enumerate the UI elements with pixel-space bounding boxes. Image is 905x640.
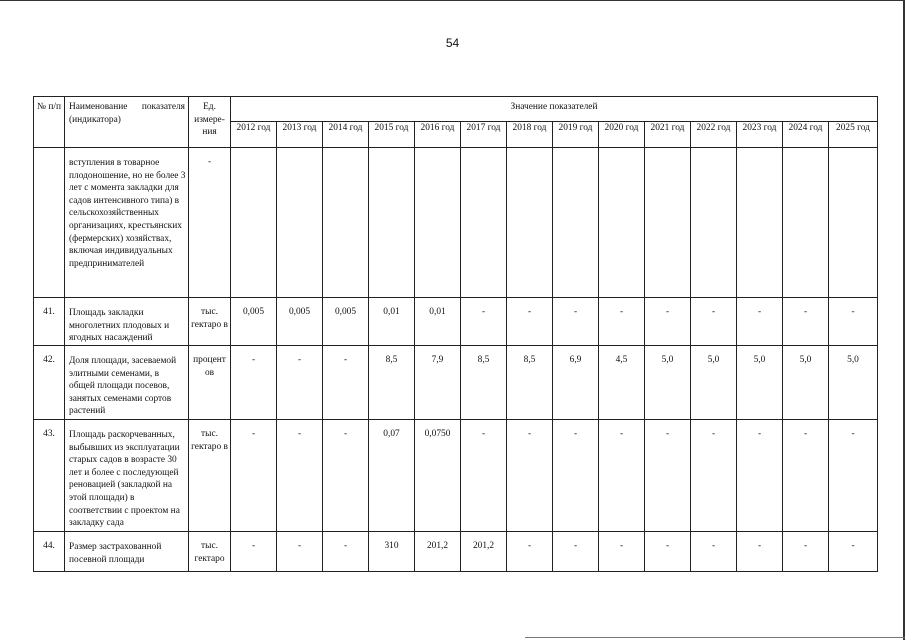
value-cell: - — [783, 420, 829, 532]
value-cell: - — [507, 298, 553, 346]
value-cell: - — [829, 532, 878, 572]
year-header: 2014 год — [323, 122, 369, 148]
value-cell: 0,005 — [323, 298, 369, 346]
value-cell — [737, 148, 783, 298]
value-cell: 8,5 — [461, 346, 507, 420]
table-row — [34, 420, 878, 532]
value-cell: - — [691, 298, 737, 346]
value-cell: - — [829, 298, 878, 346]
value-cell: - — [599, 420, 645, 532]
value-cell: 7,9 — [415, 346, 461, 420]
unit-cell: тыс. гектаро — [189, 532, 231, 572]
year-header: 2024 год — [783, 122, 829, 148]
value-cell: - — [231, 346, 277, 420]
value-cell: - — [277, 532, 323, 572]
value-cell: - — [691, 420, 737, 532]
value-cell: - — [461, 420, 507, 532]
value-cell: 0,01 — [369, 298, 415, 346]
value-cell: - — [277, 346, 323, 420]
table-row — [34, 346, 878, 420]
value-cell: 8,5 — [507, 346, 553, 420]
indicator-name: вступления в товарное плодоношение, но не более 3 лет с момента закладки для садов интенсивного типа) в сельскохозяйственных организациях, крестьянских (фермерских) хозяйствах, включая индивидуальных предпринимателей — [65, 148, 189, 298]
value-cell — [277, 148, 323, 298]
value-cell: 0,005 — [277, 298, 323, 346]
value-cell — [369, 148, 415, 298]
value-cell: - — [691, 532, 737, 572]
table-row — [34, 532, 878, 572]
table-row — [34, 148, 878, 298]
header-num: № п/п — [34, 97, 65, 148]
indicator-name: Площадь раскорчеванных, выбывших из эксплуатации старых садов в возрасте 30 лет и более с последующей реновацией (закладкой на этой площади) в соответствии с проектом на закладку сада — [65, 420, 189, 532]
value-cell: - — [553, 420, 599, 532]
value-cell: 5,0 — [691, 346, 737, 420]
value-cell: 201,2 — [415, 532, 461, 572]
value-cell: - — [599, 532, 645, 572]
value-cell: 4,5 — [599, 346, 645, 420]
value-cell: - — [645, 420, 691, 532]
value-cell: - — [829, 420, 878, 532]
value-cell: - — [645, 298, 691, 346]
value-cell — [829, 148, 878, 298]
value-cell: - — [507, 532, 553, 572]
value-cell — [231, 148, 277, 298]
page-number: 54 — [445, 36, 460, 50]
unit-cell: тыс. гектаро в — [189, 298, 231, 346]
value-cell: 201,2 — [461, 532, 507, 572]
row-number: 41. — [34, 298, 65, 346]
value-cell: - — [783, 298, 829, 346]
value-cell: - — [553, 298, 599, 346]
value-cell — [507, 148, 553, 298]
value-cell: - — [599, 298, 645, 346]
value-cell: - — [277, 420, 323, 532]
value-cell: - — [323, 532, 369, 572]
value-cell — [553, 148, 599, 298]
year-header: 2020 год — [599, 122, 645, 148]
value-cell — [415, 148, 461, 298]
value-cell: - — [323, 420, 369, 532]
year-header: 2017 год — [461, 122, 507, 148]
year-header: 2018 год — [507, 122, 553, 148]
year-header: 2022 год — [691, 122, 737, 148]
value-cell: 5,0 — [783, 346, 829, 420]
indicators-table — [33, 96, 878, 572]
header-values: Значение показателей — [231, 97, 878, 122]
value-cell: 310 — [369, 532, 415, 572]
value-cell — [461, 148, 507, 298]
value-cell: - — [645, 532, 691, 572]
value-cell: 0,0750 — [415, 420, 461, 532]
year-header: 2016 год — [415, 122, 461, 148]
value-cell — [691, 148, 737, 298]
value-cell: - — [737, 298, 783, 346]
value-cell — [323, 148, 369, 298]
value-cell: - — [553, 532, 599, 572]
value-cell: 5,0 — [737, 346, 783, 420]
year-header: 2019 год — [553, 122, 599, 148]
value-cell: - — [737, 532, 783, 572]
table-row — [34, 298, 878, 346]
row-number: 42. — [34, 346, 65, 420]
value-cell: 8,5 — [369, 346, 415, 420]
value-cell: 5,0 — [829, 346, 878, 420]
year-header: 2013 год — [277, 122, 323, 148]
year-header: 2012 год — [231, 122, 277, 148]
value-cell: 0,01 — [415, 298, 461, 346]
year-header: 2021 год — [645, 122, 691, 148]
year-header: 2023 год — [737, 122, 783, 148]
page-edge-bottom — [525, 637, 905, 638]
header-name: Наименование показателя (индикатора) — [65, 97, 189, 148]
value-cell: - — [737, 420, 783, 532]
header-unit: Ед. измере- ния — [189, 97, 231, 148]
indicator-name: Размер застрахованной посевной площади — [65, 532, 189, 572]
value-cell: 6,9 — [553, 346, 599, 420]
page-edge-top — [0, 0, 905, 1]
value-cell: 0,005 — [231, 298, 277, 346]
value-cell: - — [461, 298, 507, 346]
header-row — [34, 97, 878, 122]
unit-cell: процент ов — [189, 346, 231, 420]
value-cell: - — [323, 346, 369, 420]
value-cell — [783, 148, 829, 298]
value-cell: - — [231, 532, 277, 572]
unit-cell: - — [189, 148, 231, 298]
value-cell: 0,07 — [369, 420, 415, 532]
value-cell: - — [231, 420, 277, 532]
value-cell: - — [783, 532, 829, 572]
year-header: 2025 год — [829, 122, 878, 148]
indicator-name: Площадь закладки многолетних плодовых и ягодных насаждений — [65, 298, 189, 346]
value-cell — [599, 148, 645, 298]
row-number — [34, 148, 65, 298]
value-cell: - — [507, 420, 553, 532]
row-number: 43. — [34, 420, 65, 532]
value-cell — [645, 148, 691, 298]
indicator-name: Доля площади, засеваемой элитными семенами, в общей площади посевов, занятых семенами сортов растений — [65, 346, 189, 420]
value-cell: 5,0 — [645, 346, 691, 420]
unit-cell: тыс. гектаро в — [189, 420, 231, 532]
year-header: 2015 год — [369, 122, 415, 148]
row-number: 44. — [34, 532, 65, 572]
